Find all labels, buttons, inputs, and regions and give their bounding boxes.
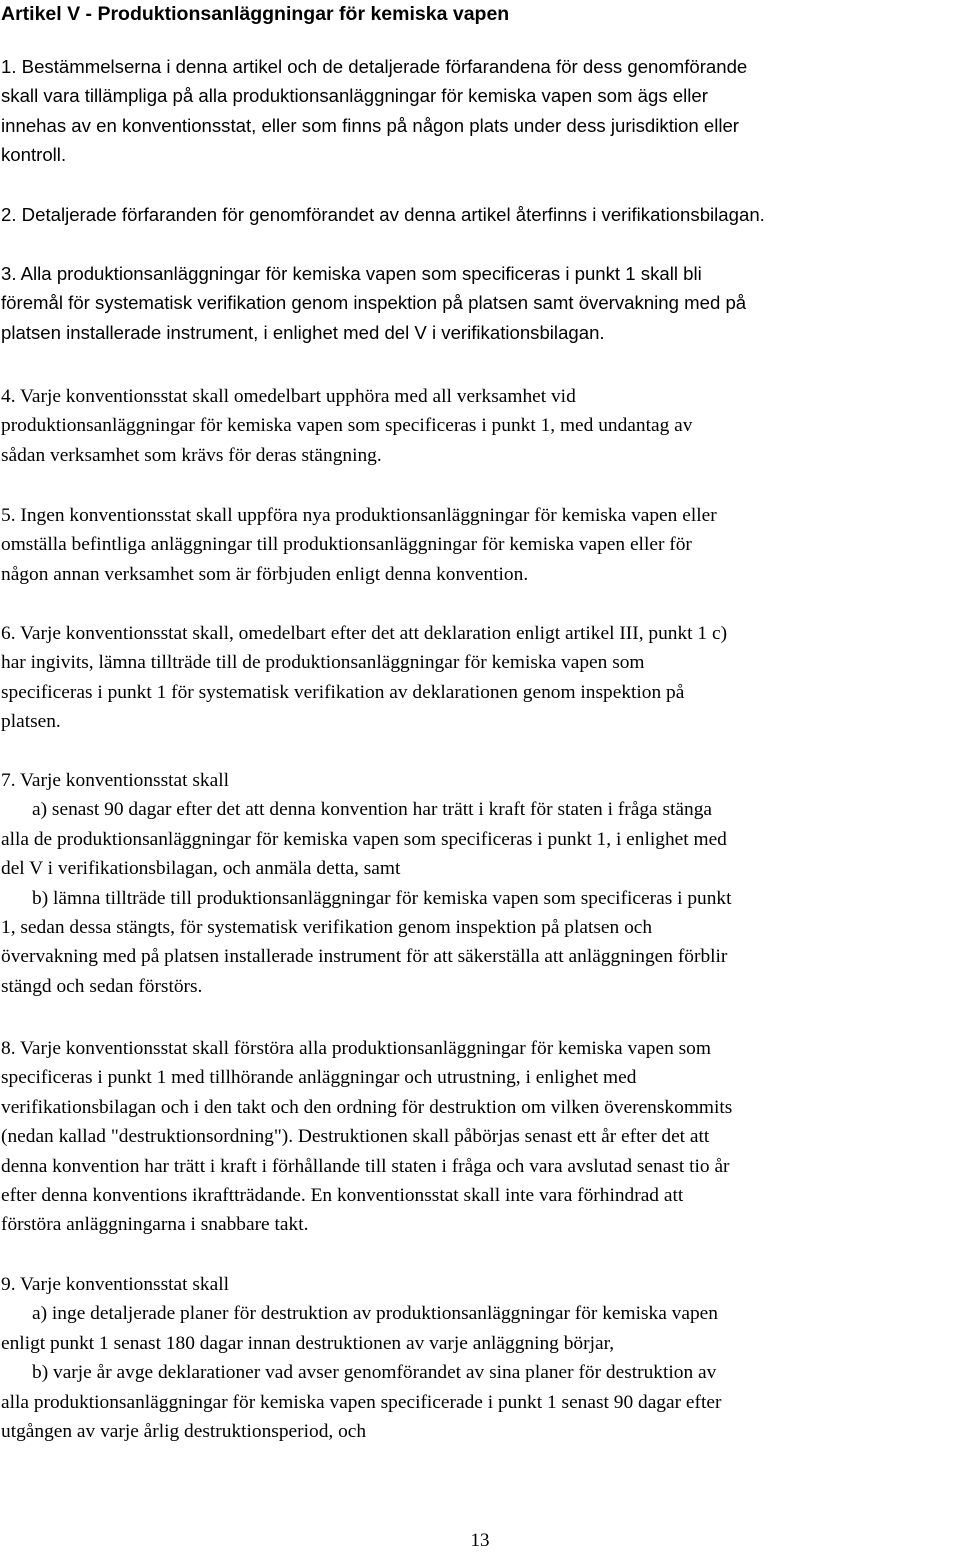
paragraph-8 bbox=[1, 1034, 960, 1240]
paragraph-line: skall vara tillämpliga på alla produktionsanläggningar för kemiska vapen som ägs eller bbox=[1, 85, 708, 107]
paragraph-line: produktionsanläggningar för kemiska vapen som specificeras i punkt 1, med undantag av bbox=[1, 415, 693, 437]
paragraph-line: specificeras i punkt 1 för systematisk verifikation av deklarationen genom inspektion på bbox=[1, 681, 685, 703]
paragraph-5 bbox=[1, 501, 960, 589]
paragraph-line: 8. Varje konventionsstat skall förstöra alla produktionsanläggningar för kemiska vapen som bbox=[1, 1038, 711, 1059]
paragraph-line: övervakning med på platsen installerade instrument för att säkerställa att anläggningen förblir bbox=[1, 946, 728, 968]
paragraph-line: 1. Bestämmelserna i denna artikel och de detaljerade förfarandena för dess genomförande bbox=[1, 56, 748, 77]
paragraph-3 bbox=[1, 259, 960, 347]
paragraph-line: platsen. bbox=[1, 711, 61, 733]
paragraph-9 bbox=[1, 1270, 960, 1446]
paragraph-line: efter denna konventions ikraftträdande. En konventionsstat skall inte vara förhindrad att bbox=[1, 1185, 684, 1207]
paragraph-line: 7. Varje konventionsstat skall bbox=[1, 770, 229, 791]
paragraph-line: b) varje år avge deklarationer vad avser genomförandet av sina planer för destruktion av bbox=[32, 1362, 717, 1384]
paragraph-line: alla produktionsanläggningar för kemiska vapen specificerade i punkt 1 senast 90 dagar efter bbox=[1, 1391, 722, 1413]
paragraph-line: omställa befintliga anläggningar till produktionsanläggningar för kemiska vapen eller för bbox=[1, 534, 692, 556]
paragraph-line: 5. Ingen konventionsstat skall uppföra nya produktionsanläggningar för kemiska vapen eller bbox=[1, 505, 717, 526]
paragraph-line: någon annan verksamhet som är förbjuden enligt denna konvention. bbox=[1, 563, 529, 585]
paragraph-6 bbox=[1, 619, 960, 737]
paragraph-line: (nedan kallad "destruktionsordning"). Destruktionen skall påbörjas senast ett år efter det att bbox=[1, 1126, 710, 1148]
page-number: 13 bbox=[470, 1530, 490, 1551]
paragraph-line: förstöra anläggningarna i snabbare takt. bbox=[1, 1214, 309, 1236]
paragraph-line: 9. Varje konventionsstat skall bbox=[1, 1274, 229, 1295]
paragraph-line: denna konvention har trätt i kraft i förhållande till staten i fråga och vara avslutad senast tio år bbox=[1, 1155, 730, 1177]
paragraph-line: platsen installerade instrument, i enlighet med del V i verifikationsbilagan. bbox=[1, 321, 605, 343]
paragraph-line: föremål för systematisk verifikation genom inspektion på platsen samt övervakning med på bbox=[1, 292, 747, 314]
article-title: Artikel V - Produktionsanläggningar för kemiska vapen bbox=[1, 3, 510, 25]
paragraph-line: har ingivits, lämna tillträde till de produktionsanläggningar för kemiska vapen som bbox=[1, 652, 645, 674]
paragraph-line: b) lämna tillträde till produktionsanläggningar för kemiska vapen som specificeras i punkt bbox=[32, 887, 732, 909]
paragraph-line: 4. Varje konventionsstat skall omedelbart upphöra med all verksamhet vid bbox=[1, 386, 576, 407]
paragraph-line: a) inge detaljerade planer för destruktion av produktionsanläggningar för kemiska vapen bbox=[32, 1303, 718, 1325]
paragraph-line: alla de produktionsanläggningar för kemiska vapen som specificeras i punkt 1, i enlighet med bbox=[1, 828, 727, 850]
paragraph-line: a) senast 90 dagar efter det att denna konvention har trätt i kraft för staten i fråga stänga bbox=[32, 799, 713, 821]
paragraph-line: 2. Detaljerade förfaranden för genomförandet av denna artikel återfinns i verifikationsbilagan. bbox=[1, 204, 765, 225]
paragraph-1 bbox=[1, 52, 960, 170]
paragraph-7 bbox=[1, 766, 960, 1001]
paragraph-line: sådan verksamhet som krävs för deras stängning. bbox=[1, 444, 382, 466]
paragraph-line: verifikationsbilagan och i den takt och den ordning för destruktion om vilken överenskommits bbox=[1, 1096, 733, 1118]
paragraph-2 bbox=[1, 200, 960, 229]
paragraph-4 bbox=[1, 382, 960, 470]
paragraph-line: kontroll. bbox=[1, 144, 67, 166]
paragraph-line: 3. Alla produktionsanläggningar för kemiska vapen som specificeras i punkt 1 skall bli bbox=[1, 263, 702, 284]
paragraph-line: enligt punkt 1 senast 180 dagar innan destruktionen av varje anläggning börjar, bbox=[1, 1332, 615, 1354]
paragraph-line: 1, sedan dessa stängts, för systematisk verifikation genom inspektion på platsen och bbox=[1, 917, 653, 939]
paragraph-line: 6. Varje konventionsstat skall, omedelbart efter det att deklaration enligt artikel III, punkt 1 c) bbox=[1, 623, 728, 644]
paragraph-line: del V i verifikationsbilagan, och anmäla detta, samt bbox=[1, 858, 401, 880]
paragraph-line: stängd och sedan förstörs. bbox=[1, 975, 203, 997]
paragraph-line: utgången av varje årlig destruktionsperiod, och bbox=[1, 1421, 367, 1443]
paragraph-line: innehas av en konventionsstat, eller som finns på någon plats under dess jurisdiktion eller bbox=[1, 114, 739, 136]
paragraph-line: specificeras i punkt 1 med tillhörande anläggningar och utrustning, i enlighet med bbox=[1, 1067, 637, 1089]
